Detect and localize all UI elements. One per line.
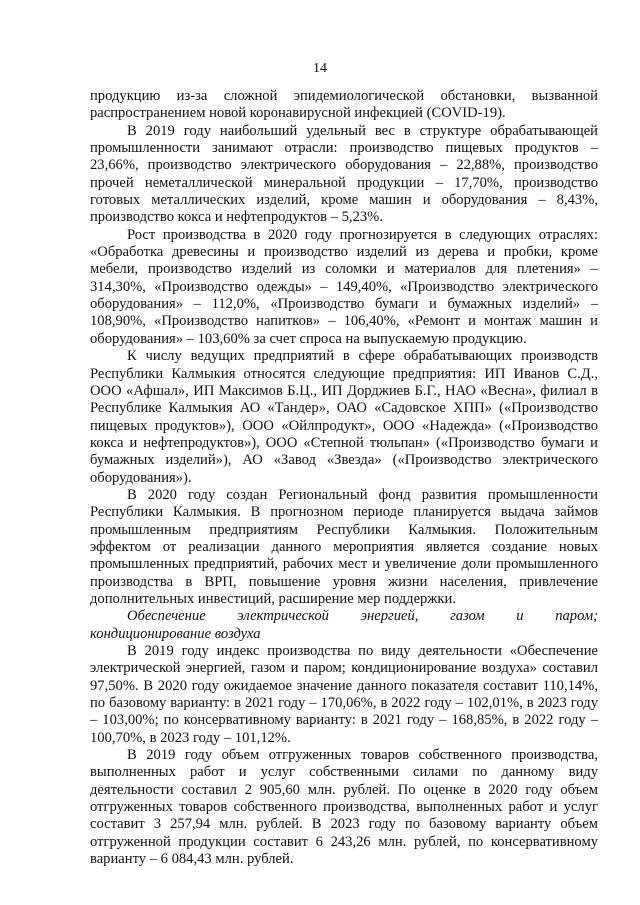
document-body: [90, 88, 598, 868]
paragraph-industry-structure: В 2019 году наибольший удельный вес в структуре обрабатывающей промышленности занимают отрасли: производство пищевых продуктов – 23,66%, производство электрического оборудования – 22,88%, производство прочей неметаллической минеральной продукции – 17,70%, производство готовых металлических изделий, кроме машин и оборудования – 8,43%, производство кокса и нефтепродуктов – 5,23%.: [90, 122, 598, 226]
paragraph-growth-forecast: Рост производства в 2020 году прогнозируется в следующих отраслях: «Обработка древесины и производство изделий из дерева и пробки, кроме мебели, производство изделий из соломки и материалов для плетения» – 314,30%, «Производство одежды» – 149,40%, «Производство электрического оборудования» – 112,0%, «Производство бумаги и бумажных изделий» – 108,90%, «Производство напитков» – 106,40%, «Ремонт и монтаж машин и оборудования» – 103,60% за счет спроса на выпускаемую продукцию.: [90, 226, 598, 347]
section-heading-continuation: кондиционирование воздуха: [90, 625, 261, 642]
section-heading: Обеспечение электрической энергией, газом и паром;: [127, 608, 598, 625]
paragraph-production-index: В 2019 году индекс производства по виду деятельности «Обеспечение электрической энергией, газом и паром; кондиционирование воздуха» составил 97,50%. В 2020 году ожидаемое значение данного показателя составит 110,14%, по базовому варианту: в 2021 году – 170,06%, в 2022 году – 102,01%, в 2023 году – 103,00%; по консервативному варианту: в 2021 году – 168,85%, в 2022 году – 100,70%, в 2023 году – 101,12%.: [90, 643, 598, 746]
paragraph-shipped-goods: В 2019 году объем отгруженных товаров собственного производства, выполненных работ и услуг собственными силами по данному виду деятельности составил 2 905,60 млн. рублей. По оценке в 2020 году объем отгруженных товаров собственного производства, выполненных работ и услуг составит 3 257,94 млн. рублей. В 2023 году по базовому варианту объем отгруженной продукции составит 6 243,26 млн. рублей, по консервативному варианту – 6 084,43 млн. рублей.: [90, 747, 598, 868]
paragraph-continuation: продукцию из-за сложной эпидемиологической обстановки, вызванной распространением новой коронавирусной инфекцией (COVID-19).: [90, 88, 598, 122]
paragraph-leading-enterprises: К числу ведущих предприятий в сфере обрабатывающих производств Республики Калмыкия относятся следующие предприятия: ИП Иванов С.Д., ООО «Афшал», ИП Максимов Б.Ц., ИП Дорджиев Б.Г., НАО «Весна», филиал в Республике Калмыкия АО «Тандер», ОАО «Садовское ХПП» («Производство пищевых продуктов»), ООО «Ойлпродукт», ООО «Надежда» («Производство кокса и нефтепродуктов»), ООО «Степной тюльпан» («Производство бумаги и бумажных изделий»), АО «Завод «Звезда» («Производство электрического оборудования»).: [90, 348, 598, 486]
page-number: 14: [313, 61, 327, 76]
paragraph-development-fund: В 2020 году создан Региональный фонд развития промышленности Республики Калмыкия. В прогнозном периоде планируется выдача займов промышленным предприятиям Республики Калмыкия. Положительным эффектом от реализации данного мероприятия является создание новых промышленных предприятий, рабочих мест и увеличение доли промышленного производства в ВРП, повышение уровня жизни населения, привлечение дополнительных инвестиций, расширение мер поддержки.: [90, 486, 598, 607]
